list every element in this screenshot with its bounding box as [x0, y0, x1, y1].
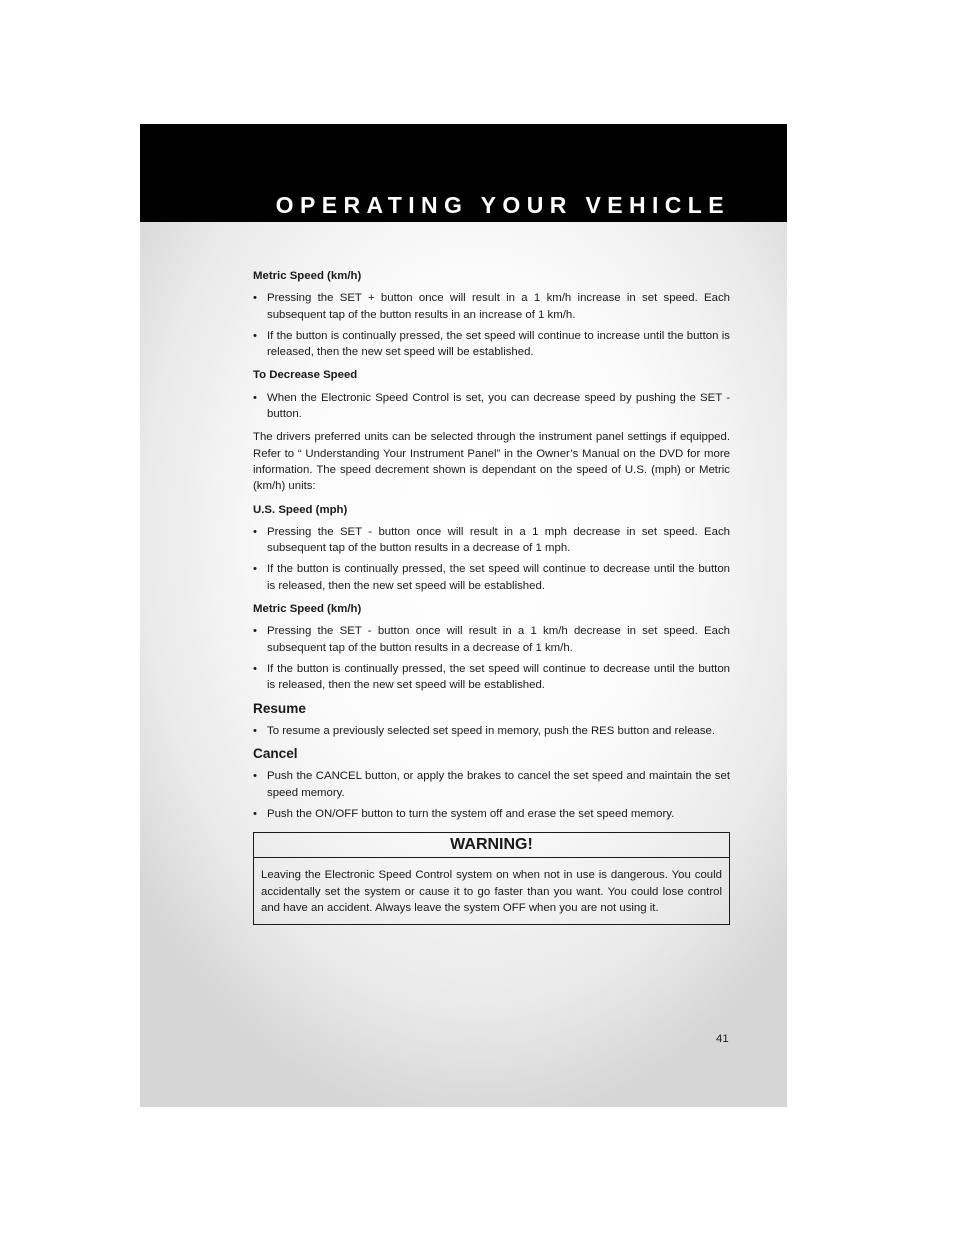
list-item: • If the button is continually pressed, the set speed will continue to decrease until the button is released, then the new set speed will be established. — [253, 662, 730, 692]
manual-page — [140, 124, 787, 1107]
bullet-glyph: • — [253, 329, 257, 342]
decrease-list — [253, 390, 730, 423]
list-item: • If the button is continually pressed, the set speed will continue to decrease until the button is released, then the new set speed will be established. — [253, 563, 730, 592]
units-paragraph: The drivers preferred units can be selected through the instrument panel settings if equipped. Refer to “ Understanding Your Instrument Panel” in the Owner’s Manual on the DVD for more information. The speed decrement shown is dependant on the speed of U.S. (mph) or Metric (km/h) units: — [253, 431, 730, 493]
decrease-heading: To Decrease Speed — [253, 369, 358, 382]
us-speed-heading: U.S. Speed (mph) — [253, 503, 348, 516]
warning-box — [253, 832, 730, 925]
metric-decrease-heading: Metric Speed (km/h) — [253, 603, 362, 616]
chapter-title: OPERATING YOUR VEHICLE — [275, 192, 730, 218]
list-item: • Pressing the SET - button once will result in a 1 mph decrease in set speed. Each subsequent tap of the button results in a decrease of 1 mph. — [253, 525, 730, 555]
resume-heading: Resume — [253, 700, 306, 716]
cancel-list — [253, 768, 730, 822]
list-item: • When the Electronic Speed Control is set, you can decrease speed by pushing the SET - button. — [253, 391, 730, 421]
warning-title: WARNING! — [254, 833, 729, 858]
bullet-glyph: • — [253, 724, 257, 737]
bullet-glyph: • — [253, 662, 257, 675]
resume-list — [253, 723, 730, 739]
bullet-glyph: • — [253, 808, 257, 821]
list-item: • Push the ON/OFF button to turn the system off and erase the set speed memory. — [253, 806, 730, 822]
list-item: • Pressing the SET + button once will result in a 1 km/h increase in set speed. Each subsequent tap of the button results in an increase of 1 km/h. — [253, 292, 730, 321]
list-item: • To resume a previously selected set speed in memory, push the RES button and release. — [253, 723, 730, 739]
list-item: • Pressing the SET - button once will result in a 1 km/h decrease in set speed. Each subsequent tap of the button results in a decrease of 1 km/h. — [253, 625, 730, 654]
metric-decrease-list — [253, 623, 730, 693]
us-speed-list — [253, 524, 730, 594]
bullet-glyph: • — [253, 292, 257, 305]
page-content — [253, 268, 730, 925]
page-number: 41 — [716, 1033, 729, 1045]
bullet-glyph: • — [253, 525, 257, 538]
cancel-heading: Cancel — [253, 746, 298, 762]
bullet-glyph: • — [253, 391, 257, 404]
bullet-glyph: • — [253, 770, 257, 783]
metric-increase-list — [253, 290, 730, 360]
header-band — [140, 124, 787, 222]
bullet-glyph: • — [253, 563, 257, 576]
metric-increase-heading: Metric Speed (km/h) — [253, 270, 362, 282]
list-item: • If the button is continually pressed, the set speed will continue to increase until the button is released, then the new set speed will be established. — [253, 329, 730, 359]
bullet-glyph: • — [253, 625, 257, 638]
list-item: • Push the CANCEL button, or apply the brakes to cancel the set speed and maintain the set speed memory. — [253, 770, 730, 799]
warning-text: Leaving the Electronic Speed Control system on when not in use is dangerous. You could accidentally set the system or cause it to go faster than you want. You could lose control and have an accident. Always leave the system OFF when you are not using it. — [261, 869, 722, 914]
